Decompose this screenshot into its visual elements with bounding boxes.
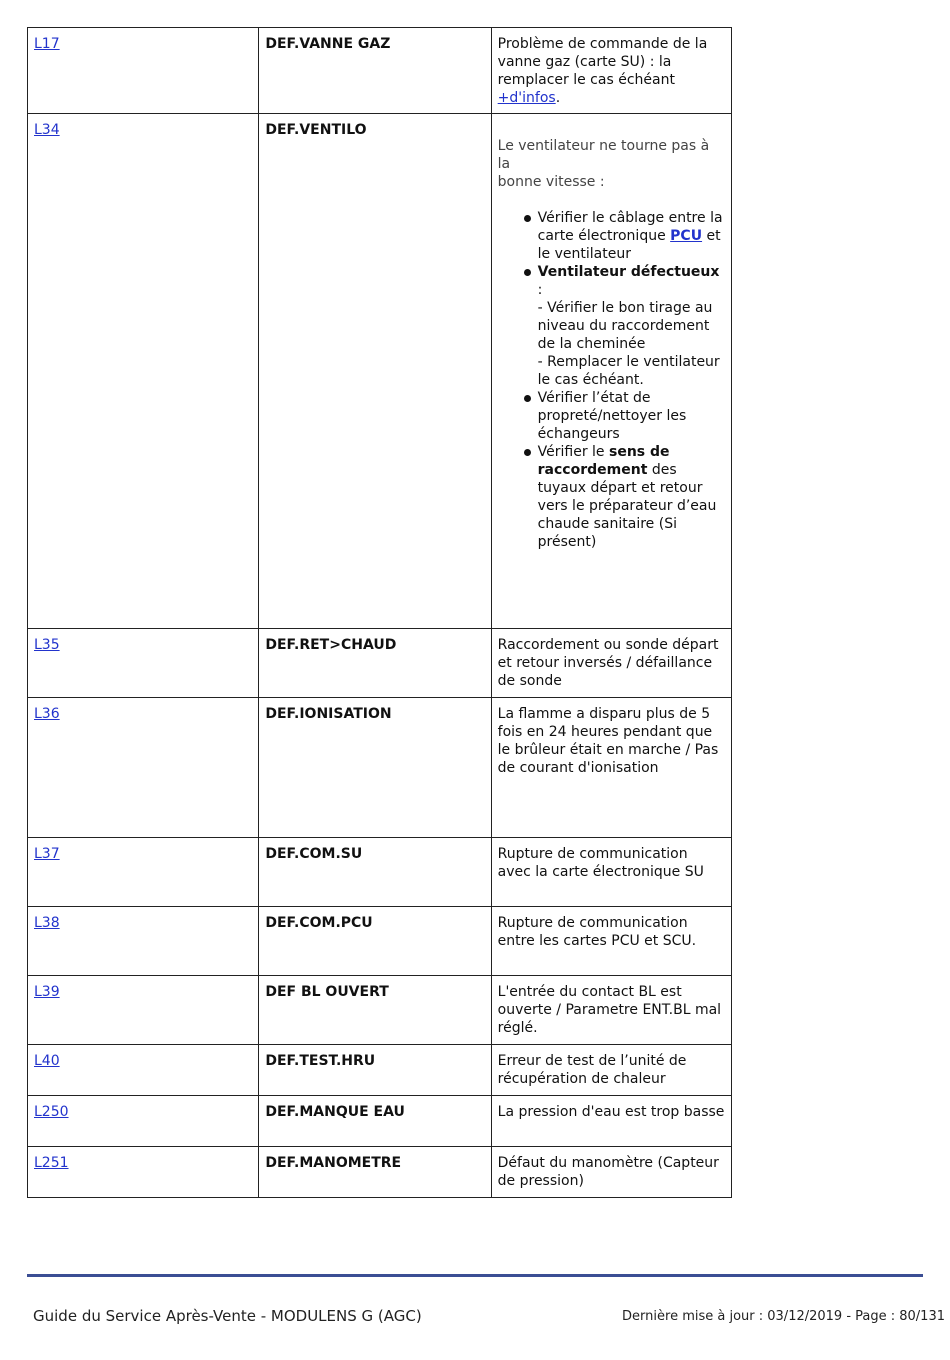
description-cell xyxy=(491,698,731,838)
code-link[interactable]: L17 xyxy=(34,36,60,52)
table-row xyxy=(28,28,732,114)
footer-title: Guide du Service Après-Vente - MODULENS G (AGC) xyxy=(33,1307,422,1325)
code-link[interactable]: L35 xyxy=(34,637,60,653)
label-cell: DEF.IONISATION xyxy=(259,698,491,838)
code-cell xyxy=(28,629,259,698)
code-link[interactable]: L36 xyxy=(34,706,60,722)
desc-line: le brûleur était en marche / Pas de courant d'ionisation xyxy=(497,742,719,776)
list-item xyxy=(538,263,725,389)
pcu-link[interactable]: PCU xyxy=(670,228,703,244)
footer-rule xyxy=(27,1274,923,1277)
table-row xyxy=(28,629,732,698)
description-cell xyxy=(491,28,731,114)
description-cell: Rupture de communication avec la carte électronique SU xyxy=(491,838,731,907)
description-cell: Rupture de communication entre les cartes PCU et SCU. xyxy=(491,907,731,976)
table-row xyxy=(28,907,732,976)
label-cell: DEF.COM.PCU xyxy=(259,907,491,976)
desc-line: La flamme a disparu plus de 5 xyxy=(497,706,711,722)
table-row xyxy=(28,976,732,1045)
description-text: Problème de commande de la vanne gaz (carte SU) : la remplacer le cas échéant xyxy=(497,36,708,88)
label-cell: DEF.TEST.HRU xyxy=(259,1045,491,1096)
table-row xyxy=(28,698,732,838)
code-cell xyxy=(28,1147,259,1198)
code-link[interactable]: L38 xyxy=(34,915,60,931)
label-cell: DEF BL OUVERT xyxy=(259,976,491,1045)
intro-line-1: Le ventilateur ne tourne pas à la xyxy=(497,138,710,172)
punctuation: . xyxy=(555,90,561,106)
code-cell xyxy=(28,114,259,629)
intro-line-2: bonne vitesse : xyxy=(497,174,605,190)
label-cell: DEF.VANNE GAZ xyxy=(259,28,491,114)
code-link[interactable]: L251 xyxy=(34,1155,69,1171)
code-link[interactable]: L37 xyxy=(34,846,60,862)
item-text: : xyxy=(537,282,543,298)
description-cell: L'entrée du contact BL est ouverte / Parametre ENT.BL mal réglé. xyxy=(491,976,731,1045)
list-item xyxy=(538,443,725,551)
table-row xyxy=(28,1045,732,1096)
table-row xyxy=(28,114,732,629)
item-bold: sens de raccordement xyxy=(537,444,670,478)
label-cell: DEF.MANOMETRE xyxy=(259,1147,491,1198)
more-info-link[interactable]: +d'infos xyxy=(497,90,556,106)
table-row xyxy=(28,1147,732,1198)
table-row xyxy=(28,838,732,907)
label-cell: DEF.MANQUE EAU xyxy=(259,1096,491,1147)
item-text: et le ventilateur xyxy=(537,228,721,262)
description-cell: Raccordement ou sonde départ et retour inversés / défaillance de sonde xyxy=(491,629,731,698)
label-cell: DEF.VENTILO xyxy=(259,114,491,629)
footer-page-info: Dernière mise à jour : 03/12/2019 - Page : 80/131 xyxy=(622,1309,945,1324)
label-cell: DEF.RET>CHAUD xyxy=(259,629,491,698)
code-link[interactable]: L250 xyxy=(34,1104,69,1120)
code-cell xyxy=(28,698,259,838)
code-cell xyxy=(28,1045,259,1096)
item-bold: Ventilateur défectueux xyxy=(537,264,720,280)
item-text: des tuyaux départ et retour vers le préparateur d’eau chaude sanitaire (Si présent) xyxy=(537,462,717,550)
code-link[interactable]: L40 xyxy=(34,1053,60,1069)
code-link[interactable]: L39 xyxy=(34,984,60,1000)
description-cell: Erreur de test de l’unité de récupération de chaleur xyxy=(491,1045,731,1096)
code-cell xyxy=(28,28,259,114)
table-row xyxy=(28,1096,732,1147)
code-cell xyxy=(28,838,259,907)
description-cell: Défaut du manomètre (Capteur de pression) xyxy=(491,1147,731,1198)
item-text: Vérifier le câblage entre la carte électronique xyxy=(537,210,723,244)
code-cell xyxy=(28,907,259,976)
error-code-table xyxy=(27,27,732,1198)
list-item: Vérifier l’état de propreté/nettoyer les échangeurs xyxy=(538,389,725,443)
checklist xyxy=(498,209,725,551)
code-cell xyxy=(28,1096,259,1147)
desc-line: fois en 24 heures pendant que xyxy=(497,724,713,740)
code-link[interactable]: L34 xyxy=(34,122,60,138)
description-cell xyxy=(491,114,731,629)
label-cell: DEF.COM.SU xyxy=(259,838,491,907)
intro-text xyxy=(498,137,725,191)
item-text: - Remplacer le ventilateur le cas échéant. xyxy=(537,354,720,388)
code-cell xyxy=(28,976,259,1045)
item-text: Vérifier le xyxy=(537,444,609,460)
list-item xyxy=(538,209,725,263)
description-cell: La pression d'eau est trop basse xyxy=(491,1096,731,1147)
item-text: - Vérifier le bon tirage au niveau du raccordement de la cheminée xyxy=(537,300,713,352)
